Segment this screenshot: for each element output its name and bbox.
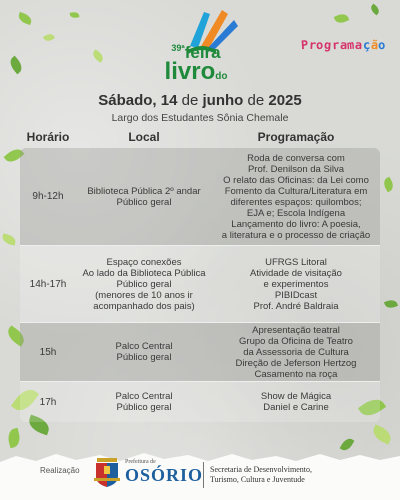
row-program: Roda de conversa com Prof. Denilson da Silva O relato das Oficinas: da Lei como Fomento da Cultura/Literatura em diferentes espaços: quilombos; EJA e; Escola Indígena Lançamento do livro: A poesia, a literatura e o processo de criação — [221, 152, 371, 241]
event-venue: Largo dos Estudantes Sônia Chemale — [111, 112, 289, 124]
row-time: 14h-17h — [29, 278, 67, 290]
table-row — [20, 382, 380, 422]
header-local: Local — [128, 130, 160, 144]
programacao-tag: Programação — [300, 37, 387, 53]
table-row — [20, 323, 380, 381]
row-local: Palco Central Público geral — [115, 341, 173, 363]
city-crest-icon — [92, 456, 122, 488]
secretaria-label: Secretaria de Desenvolvimento, Turismo, Cultura e Juventude — [210, 465, 312, 484]
table-row — [20, 148, 380, 245]
row-local: Palco Central Público geral — [115, 391, 173, 413]
schedule-table — [20, 126, 380, 422]
row-time: 15h — [39, 346, 57, 358]
table-header — [20, 126, 380, 148]
row-local: Espaço conexões Ao lado da Biblioteca Pública Público geral (menores de 10 anos ir acompanhado dos pais) — [82, 256, 206, 312]
row-time: 9h-12h — [32, 191, 64, 202]
footer-divider — [203, 462, 204, 488]
prefeitura-name: OSÓRIO — [125, 465, 204, 485]
event-logo-title: $^{39ª}$feira livrodo — [164, 43, 228, 85]
row-program: UFRGS Litoral Atividade de visitação e experimentos PIBIDcast Prof. André Baldraia — [250, 256, 342, 312]
row-program: Show de Mágica Daniel e Carine — [260, 391, 332, 413]
header-programacao: Programação — [257, 130, 335, 144]
event-date: Sábado, 14 de junho de 2025 — [98, 92, 302, 109]
table-row — [20, 246, 380, 322]
realizacao-label: Realização — [40, 466, 80, 475]
row-time: 17h — [39, 396, 57, 408]
prefeitura-small-label: Prefeitura de — [125, 459, 156, 465]
row-local: Biblioteca Pública 2º andar Público geral — [87, 185, 201, 208]
header-horario: Horário — [26, 130, 70, 144]
row-program: Apresentação teatral Grupo da Oficina de Teatro da Assessoria de Cultura Direção de Jeferson Hertzog Casamento na roça — [235, 324, 357, 380]
